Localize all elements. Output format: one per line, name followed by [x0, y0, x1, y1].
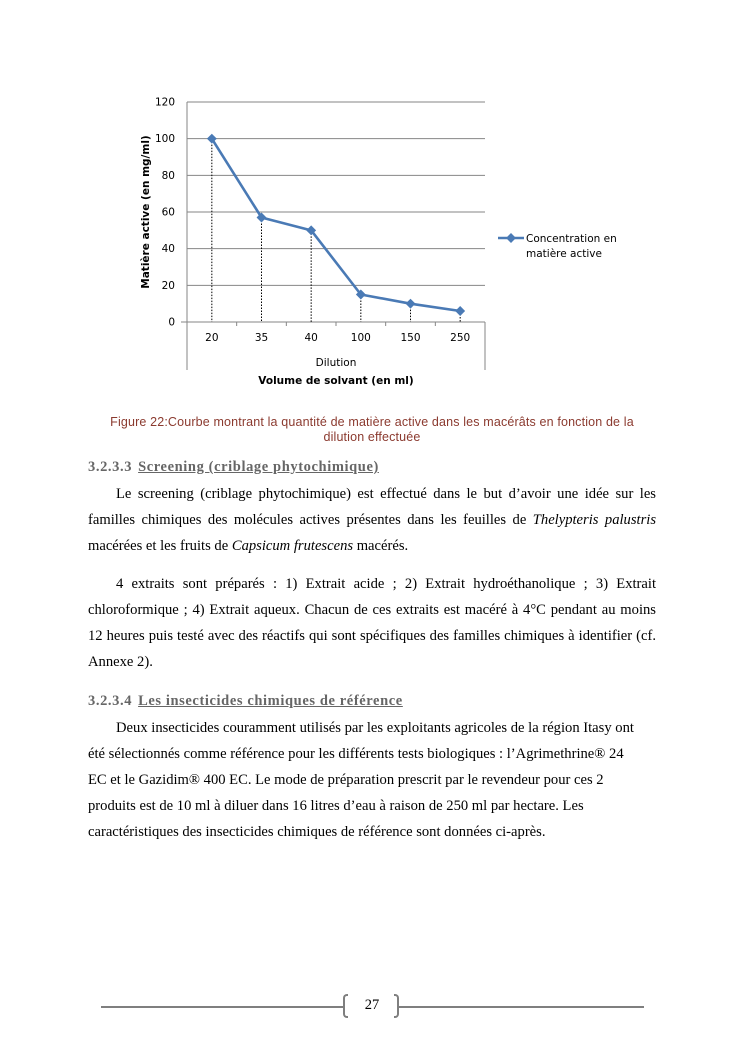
- legend-label-line1: Concentration en: [526, 233, 617, 245]
- x-axis-title: Volume de solvant (en ml): [258, 375, 414, 387]
- y-axis-tick-labels: [155, 97, 175, 329]
- paragraph-insecticides: [88, 715, 656, 845]
- paragraph-line: produits est de 10 ml à diluer dans 16 litres d’eau à raison de 250 ml par hectare. Les: [88, 798, 584, 814]
- x-tick-label: 20: [205, 332, 219, 344]
- y-tick-label: 100: [154, 133, 175, 146]
- paragraph-text: 4 extraits sont préparés : 1) Extrait acide ; 2) Extrait hydroéthanolique ; 3) Extrait chloroformique ; 4) Extrait aqueux. Chacun de ces extraits est macéré à 4°C pendant au moins 12 heures puis testé avec des réactifs qui sont spécifiques des familles chimiques à identifier (cf. Annexe 2).: [88, 576, 656, 670]
- legend-label-line2: matière active: [526, 248, 602, 260]
- series-markers: [207, 134, 465, 316]
- y-tick-label: 60: [161, 206, 175, 219]
- paragraph-line: été sélectionnés comme référence pour les différents tests biologiques : l’Agrimethrine® 24: [88, 746, 624, 762]
- section-title: Screening (criblage phytochimique): [138, 459, 379, 475]
- y-tick-label: 80: [161, 169, 175, 182]
- paragraph-text: macérés.: [353, 538, 409, 554]
- figure-caption-line1: Figure 22:Courbe montrant la quantité de matière active dans les macérâts en fonction de la: [110, 415, 634, 429]
- species-name-thelypteris: Thelypteris palustris: [532, 512, 657, 528]
- paragraph-extraits: [88, 571, 656, 675]
- x-tick-label: 250: [450, 332, 471, 344]
- x-tick-label: 35: [254, 332, 269, 344]
- line-chart: [0, 0, 745, 400]
- x-tick-label: 150: [400, 332, 421, 344]
- x-axis-tick-labels: [205, 332, 470, 344]
- y-tick-label: 0: [168, 316, 175, 329]
- data-point-marker: [455, 306, 465, 316]
- paragraph-screening: [88, 481, 656, 559]
- x-axis-secondary-label: Dilution: [315, 357, 357, 369]
- paragraph-text: macérées et les fruits de: [88, 538, 232, 554]
- page-number-bracket-left: [343, 994, 348, 1018]
- figure-caption-line2: dilution effectuée: [323, 430, 421, 444]
- y-tick-label: 40: [161, 243, 175, 256]
- species-name-capsicum: Capsicum frutescens: [231, 538, 354, 554]
- paragraph-line: caractéristiques des insecticides chimiques de référence sont données ci-après.: [88, 824, 546, 840]
- legend-marker-icon: [506, 233, 516, 243]
- section-heading-3233: [88, 459, 379, 476]
- section-heading-3234: [88, 693, 403, 710]
- page-number-bracket-right: [394, 994, 399, 1018]
- page-number: 27: [364, 997, 380, 1013]
- y-axis-title: Matière active (en mg/ml): [140, 135, 152, 289]
- chart-drop-lines: [212, 139, 460, 322]
- footer-rule-right: [399, 1006, 644, 1008]
- x-tick-label: 100: [350, 332, 371, 344]
- y-tick-label: 120: [154, 96, 175, 109]
- paragraph-line: Deux insecticides couramment utilisés par les exploitants agricoles de la région Itasy ont: [116, 720, 634, 736]
- section-number: 3.2.3.3: [88, 459, 133, 475]
- legend: [498, 233, 617, 260]
- figure-caption: [88, 415, 656, 445]
- paragraph-text: Le screening (criblage phytochimique) est effectué dans le but d’avoir une idée sur les familles chimiques des molécules actives présentes dans les feuilles de: [88, 486, 656, 528]
- chart-gridlines: [181, 102, 485, 326]
- section-title: Les insecticides chimiques de référence: [138, 693, 403, 709]
- data-point-marker: [406, 299, 416, 309]
- section-number: 3.2.3.4: [88, 693, 133, 709]
- paragraph-line: EC et le Gazidim® 400 EC. Le mode de préparation prescrit par le revendeur pour ces 2: [88, 772, 604, 788]
- y-tick-label: 20: [161, 279, 175, 292]
- footer-rule-left: [101, 1006, 343, 1008]
- x-tick-label: 40: [304, 332, 318, 344]
